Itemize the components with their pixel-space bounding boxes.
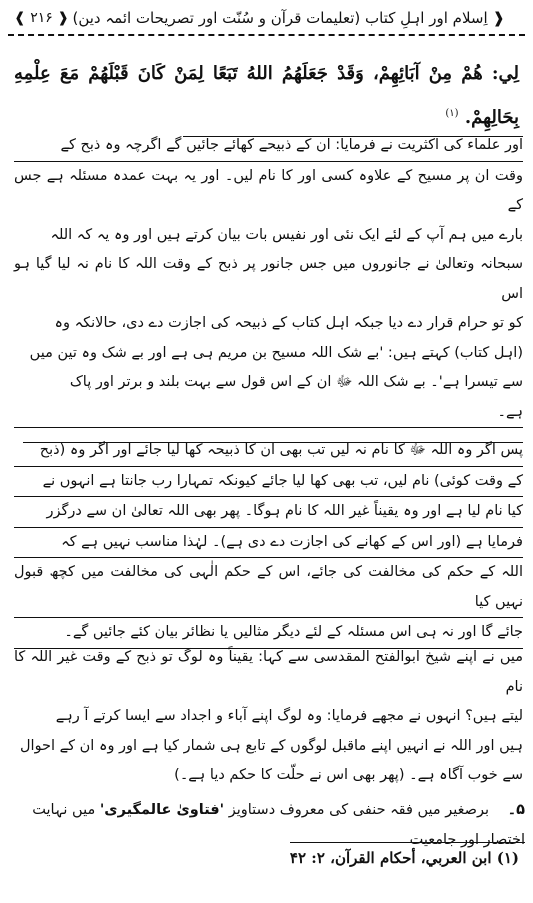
text-line: اللہ کے حکم کی مخالفت کی جائے، اس کے حکم الٰہی کی مخالفت میں کچھ قبول نہیں کیا bbox=[14, 558, 523, 618]
footnote-divider bbox=[290, 842, 525, 843]
text-line: کو تو حرام قرار دے دیا جبکہ اہل کتاب کے ذبیحہ کی اجازت دے دی، حالانکہ وہ bbox=[54, 315, 523, 331]
running-title-text: اِسلام اور اہلِ کتاب (تعلیمات قرآن و سُنّت اور تصریحات ائمہ دین) bbox=[72, 9, 488, 27]
item-number: ۵۔ bbox=[507, 802, 525, 818]
text-line: فرمایا ہے (اور اس کے کھانے کی اجازت دے دی ہے)۔ لہٰذا مناسب نہیں ہے کہ bbox=[14, 528, 523, 559]
text-line: اور علماء کی اکثریت نے فرمایا: ان کے ذبیحے کھائے جائیں گے اگرچہ وہ ذبح کے bbox=[14, 131, 523, 162]
text-line: میں نے اپنے شیخ ابوالفتح المقدسی سے کہا: یقیناً وہ لوگ تو ذبح کے وقت غیر اللہ کا نام bbox=[14, 649, 523, 695]
ornament-icon: ❰ bbox=[492, 9, 505, 27]
item-text: برصغیر میں فقہ حنفی کی معروف دستاویز bbox=[228, 802, 490, 818]
text-line: ہے۔ bbox=[14, 398, 523, 429]
text-line: سے تیسرا ہے'۔ بے شک اللہ ﷻ ان کے اس قول سے بہت بلند و برتر اور پاک bbox=[69, 374, 523, 390]
book-title: 'فتاویٰ عالمگیری' bbox=[99, 802, 225, 818]
ornament-icon: ❱ bbox=[14, 10, 26, 26]
arabic-quote-text: لِي: هُمْ مِنْ آبَائِهِمْ، وَقَدْ جَعَلَهُمُ اللهُ تَبَعًا لِمَنْ كَانَ قَبْلَهُمْ مَعَ عِلْمِهِ بِحَالِهِمْ. bbox=[14, 63, 519, 128]
text-line: لیتے ہیں؟ انہوں نے مجھے فرمایا: وہ لوگ اپنے آباء و اجداد سے ایسا کرتے آ رہے bbox=[55, 708, 523, 724]
item-text: میں نہایت اختصار اور جامعیت bbox=[32, 802, 525, 848]
text-line: (اہل کتاب) کہتے ہیں: 'بے شک اللہ مسیح بن مریم ہی ہے اور بے شک وہ تین میں bbox=[29, 344, 523, 361]
header-divider bbox=[8, 34, 525, 36]
ornament-icon: ❰ bbox=[57, 10, 69, 26]
list-item-5 bbox=[10, 795, 525, 855]
paragraph-3 bbox=[14, 643, 523, 791]
footnote: (۱) ابن العربي، أحكام القرآن، ۲: ۴۲ bbox=[289, 849, 519, 867]
paragraph-2 bbox=[14, 436, 523, 649]
arabic-quote bbox=[14, 54, 519, 138]
running-title bbox=[72, 4, 505, 32]
text-line: سے خوب آگاہ ہے۔ (پھر بھی اس نے حلّت کا حکم دیا ہے۔) bbox=[174, 767, 523, 783]
text-line: کے وقت کوئی) نام لیں، تب بھی کھا لیا جائے کیونکہ تمہارا رب جانتا ہے انہوں نے bbox=[14, 467, 523, 498]
page-header bbox=[8, 4, 525, 32]
text-line: سبحانہ وتعالیٰ نے جانوروں میں جس جانور پر ذبح کے وقت اللہ کا نام نہ لیا گیا ہو اس bbox=[14, 256, 523, 302]
footnote-marker: (۱) bbox=[445, 108, 459, 119]
text-line: جائے گا اور نہ ہی اس مسئلہ کے لئے دیگر مثالیں یا نظائر بیان کئے جائیں گے۔ bbox=[14, 618, 523, 649]
page-number-text: ۲۱۶ bbox=[30, 10, 53, 26]
text-line: کیا نام لیا ہے اور وہ یقیناً غیر اللہ کا نام ہوگا۔ پھر بھی اللہ تعالیٰ ان سے درگزر bbox=[14, 497, 523, 528]
paragraph-1 bbox=[14, 131, 523, 428]
page-number bbox=[14, 4, 69, 32]
text-line: ہیں اور اللہ نے انہیں اپنے ماقبل لوگوں کے تابع ہی شمار کیا ہے اور وہ ان کے احوال bbox=[20, 737, 523, 754]
text-line: بارے میں ہم آپ کے لئے ایک نئی اور نفیس بات بیان کرتے ہیں اور وہ یہ کہ اللہ bbox=[50, 226, 523, 243]
text-line: پس اگر وہ اللہ ﷻ کا نام نہ لیں تب بھی ان کا ذبیحہ کھا لیا جائے اور اگر وہ (ذبح bbox=[14, 436, 523, 467]
text-line: وقت ان پر مسیح کے علاوہ کسی اور کا نام لیں۔ اور یہ بہت عمدہ مسئلہ ہے جس کے bbox=[14, 167, 523, 213]
